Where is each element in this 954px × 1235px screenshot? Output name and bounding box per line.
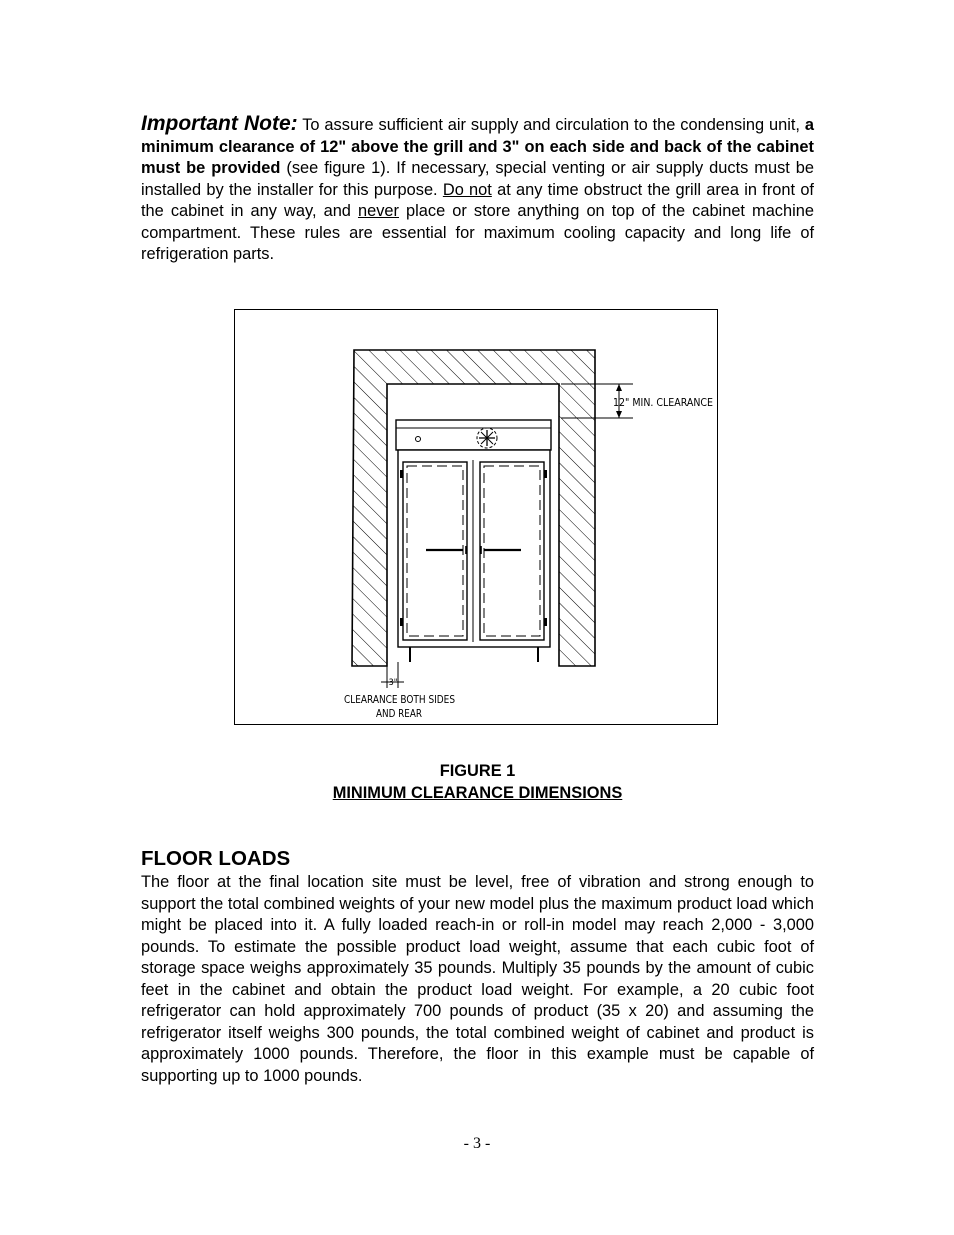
important-note-paragraph bbox=[141, 113, 814, 266]
side-clearance-label-line-2: AND REAR bbox=[376, 708, 423, 720]
top-clearance-label: 12" MIN. CLEARANCE bbox=[613, 397, 714, 409]
page-number: - 3 - bbox=[463, 1135, 491, 1152]
clearance-diagram bbox=[235, 310, 717, 724]
note-clearance-requirement: a minimum clearance of 12" above the grill and 3" on each side and back of the cabinet must be provided bbox=[141, 116, 814, 177]
figure-title: MINIMUM CLEARANCE DIMENSIONS bbox=[332, 784, 623, 802]
side-clearance-label-line-1: CLEARANCE BOTH SIDES bbox=[344, 694, 456, 706]
floor-loads-paragraph: The floor at the final location site must be level, free of vibration and strong enough to support the total combined weights of your new model plus the maximum product load which might be placed into it. A fully loaded reach-in or roll-in model may reach 2,000 - 3,000 pounds. To estimate the possible product load weight, assume that each cubic foot of storage space weighs approximately 35 pounds. Multiply 35 pounds by the amount of cubic feet in the cabinet and obtain the product load weight. For example, a 20 cubic foot refrigerator can hold approximately 700 pounds of product (35 x 20) and assuming the refrigerator itself weighs 300 pounds, the total combined weight of cabinet and product is approximately 1000 pounds. Therefore, the floor in this example must be capable of supporting up to 1000 pounds. bbox=[141, 873, 814, 1085]
note-do-not: Do not bbox=[442, 180, 492, 199]
important-note-label: Important Note: bbox=[141, 112, 298, 135]
figure-1-frame bbox=[234, 309, 718, 725]
cabinet-body bbox=[398, 450, 550, 647]
note-text-2: (see figure 1). If necessary, special venting or air supply ducts must be installed by the installer for this purpose. bbox=[141, 159, 815, 199]
note-text-1: To assure sufficient air supply and circulation to the condensing unit, bbox=[297, 116, 805, 134]
cabinet-grill-bar bbox=[396, 420, 551, 450]
note-text-4: place or store anything on top of the cabinet machine compartment. These rules are essential for maximum cooling capacity and long life of refrigeration parts. bbox=[141, 202, 814, 263]
note-text-3: at any time obstruct the grill area in front of the cabinet in any way, and bbox=[141, 180, 814, 220]
note-never: never bbox=[357, 202, 399, 220]
side-clearance-value: 3" bbox=[388, 678, 398, 688]
floor-loads-heading: FLOOR LOADS bbox=[141, 847, 291, 870]
figure-number: FIGURE 1 bbox=[439, 762, 516, 780]
